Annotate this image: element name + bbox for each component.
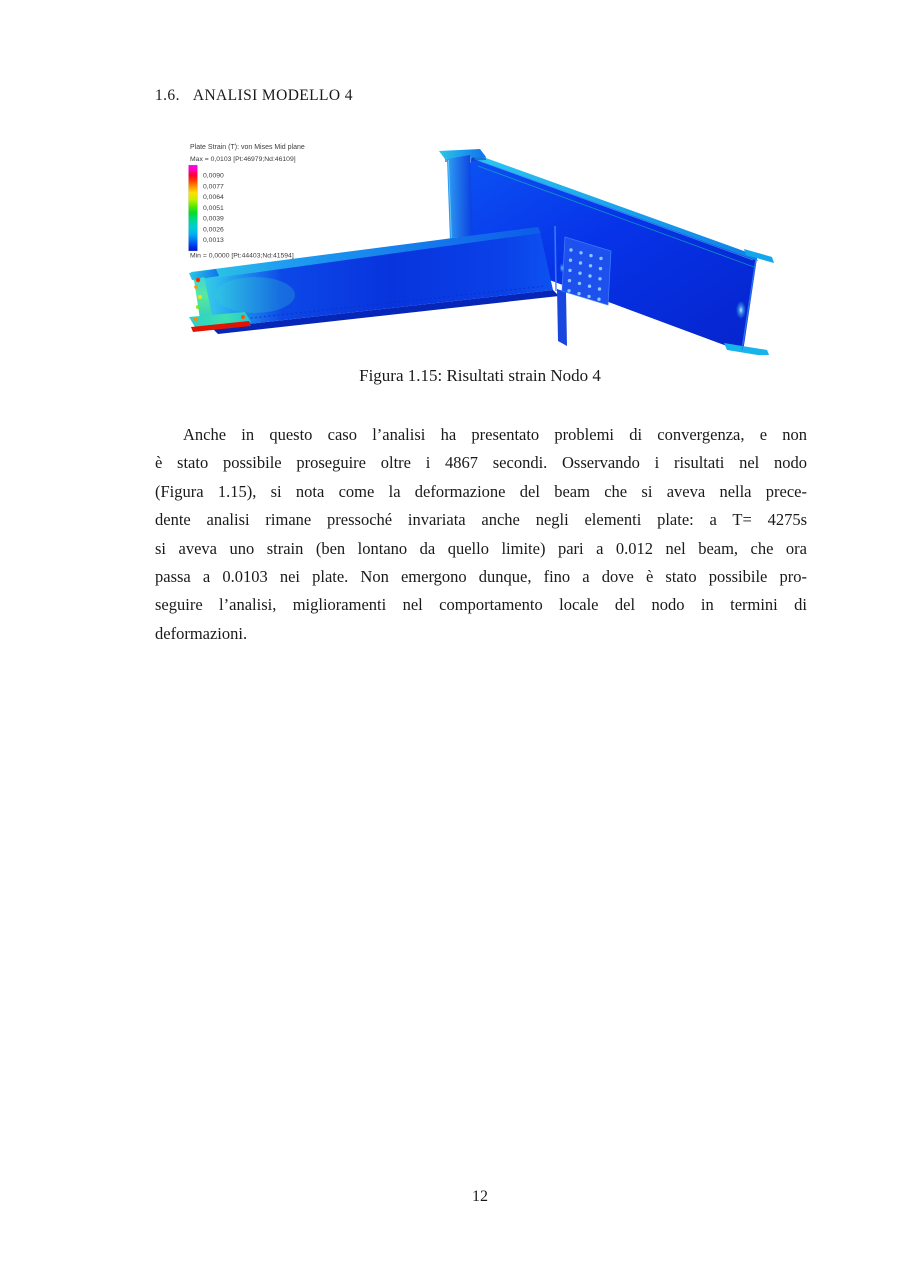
body-text-line: seguire l’analisi, miglioramenti nel comportamento locale del nodo in termini di bbox=[155, 595, 807, 615]
legend-max-label: Max = 0,0103 [Pt:46979;Nd:46109] bbox=[190, 156, 296, 163]
section-number: 1.6. bbox=[155, 87, 180, 104]
body-text-line: Anche in questo caso l’analisi ha presentato problemi di convergenza, e non bbox=[183, 425, 807, 444]
colorbar bbox=[189, 165, 198, 251]
colorbar-tick: 0,0077 bbox=[203, 183, 224, 191]
colorbar-tick: 0,0013 bbox=[203, 237, 224, 245]
figure-legend bbox=[189, 144, 305, 260]
strain-figure-image bbox=[185, 140, 780, 355]
section-title: ANALISI MODELLO 4 bbox=[192, 87, 353, 104]
figure-caption: Figura 1.15: Risultati strain Nodo 4 bbox=[359, 366, 601, 385]
section-header bbox=[155, 87, 353, 105]
body-paragraph bbox=[155, 421, 807, 648]
body-text-line: dente analisi rimane pressoché invariata anche negli elementi plate: a T= 4275s bbox=[155, 510, 807, 530]
colorbar-tick: 0,0064 bbox=[203, 194, 224, 202]
body-text-line: è stato possibile proseguire oltre i 4867 secondi. Osservando i risultati nel nodo bbox=[155, 453, 807, 473]
body-text-line: passa a 0.0103 nei plate. Non emergono dunque, fino a dove è stato possibile pro- bbox=[155, 566, 807, 586]
legend-min-label: Min = 0,0000 [Pt:44403;Nd:41594] bbox=[190, 252, 294, 260]
page-number: 12 bbox=[472, 1188, 488, 1205]
colorbar-tick: 0,0051 bbox=[203, 204, 224, 212]
fea-strain-figure bbox=[185, 140, 780, 355]
body-text-line: deformazioni. bbox=[155, 623, 248, 643]
body-text-line: si aveva uno strain (ben lontano da quello limite) pari a 0.012 nel beam, che ora bbox=[155, 538, 807, 558]
legend-title: Plate Strain (T): von Mises Mid plane bbox=[190, 144, 305, 151]
colorbar-tick: 0,0026 bbox=[203, 226, 224, 234]
colorbar-tick: 0,0090 bbox=[203, 172, 224, 180]
body-text-line: (Figura 1.15), si nota come la deformazione del beam che si aveva nella prece- bbox=[155, 481, 807, 501]
colorbar-tick: 0,0039 bbox=[203, 215, 224, 223]
